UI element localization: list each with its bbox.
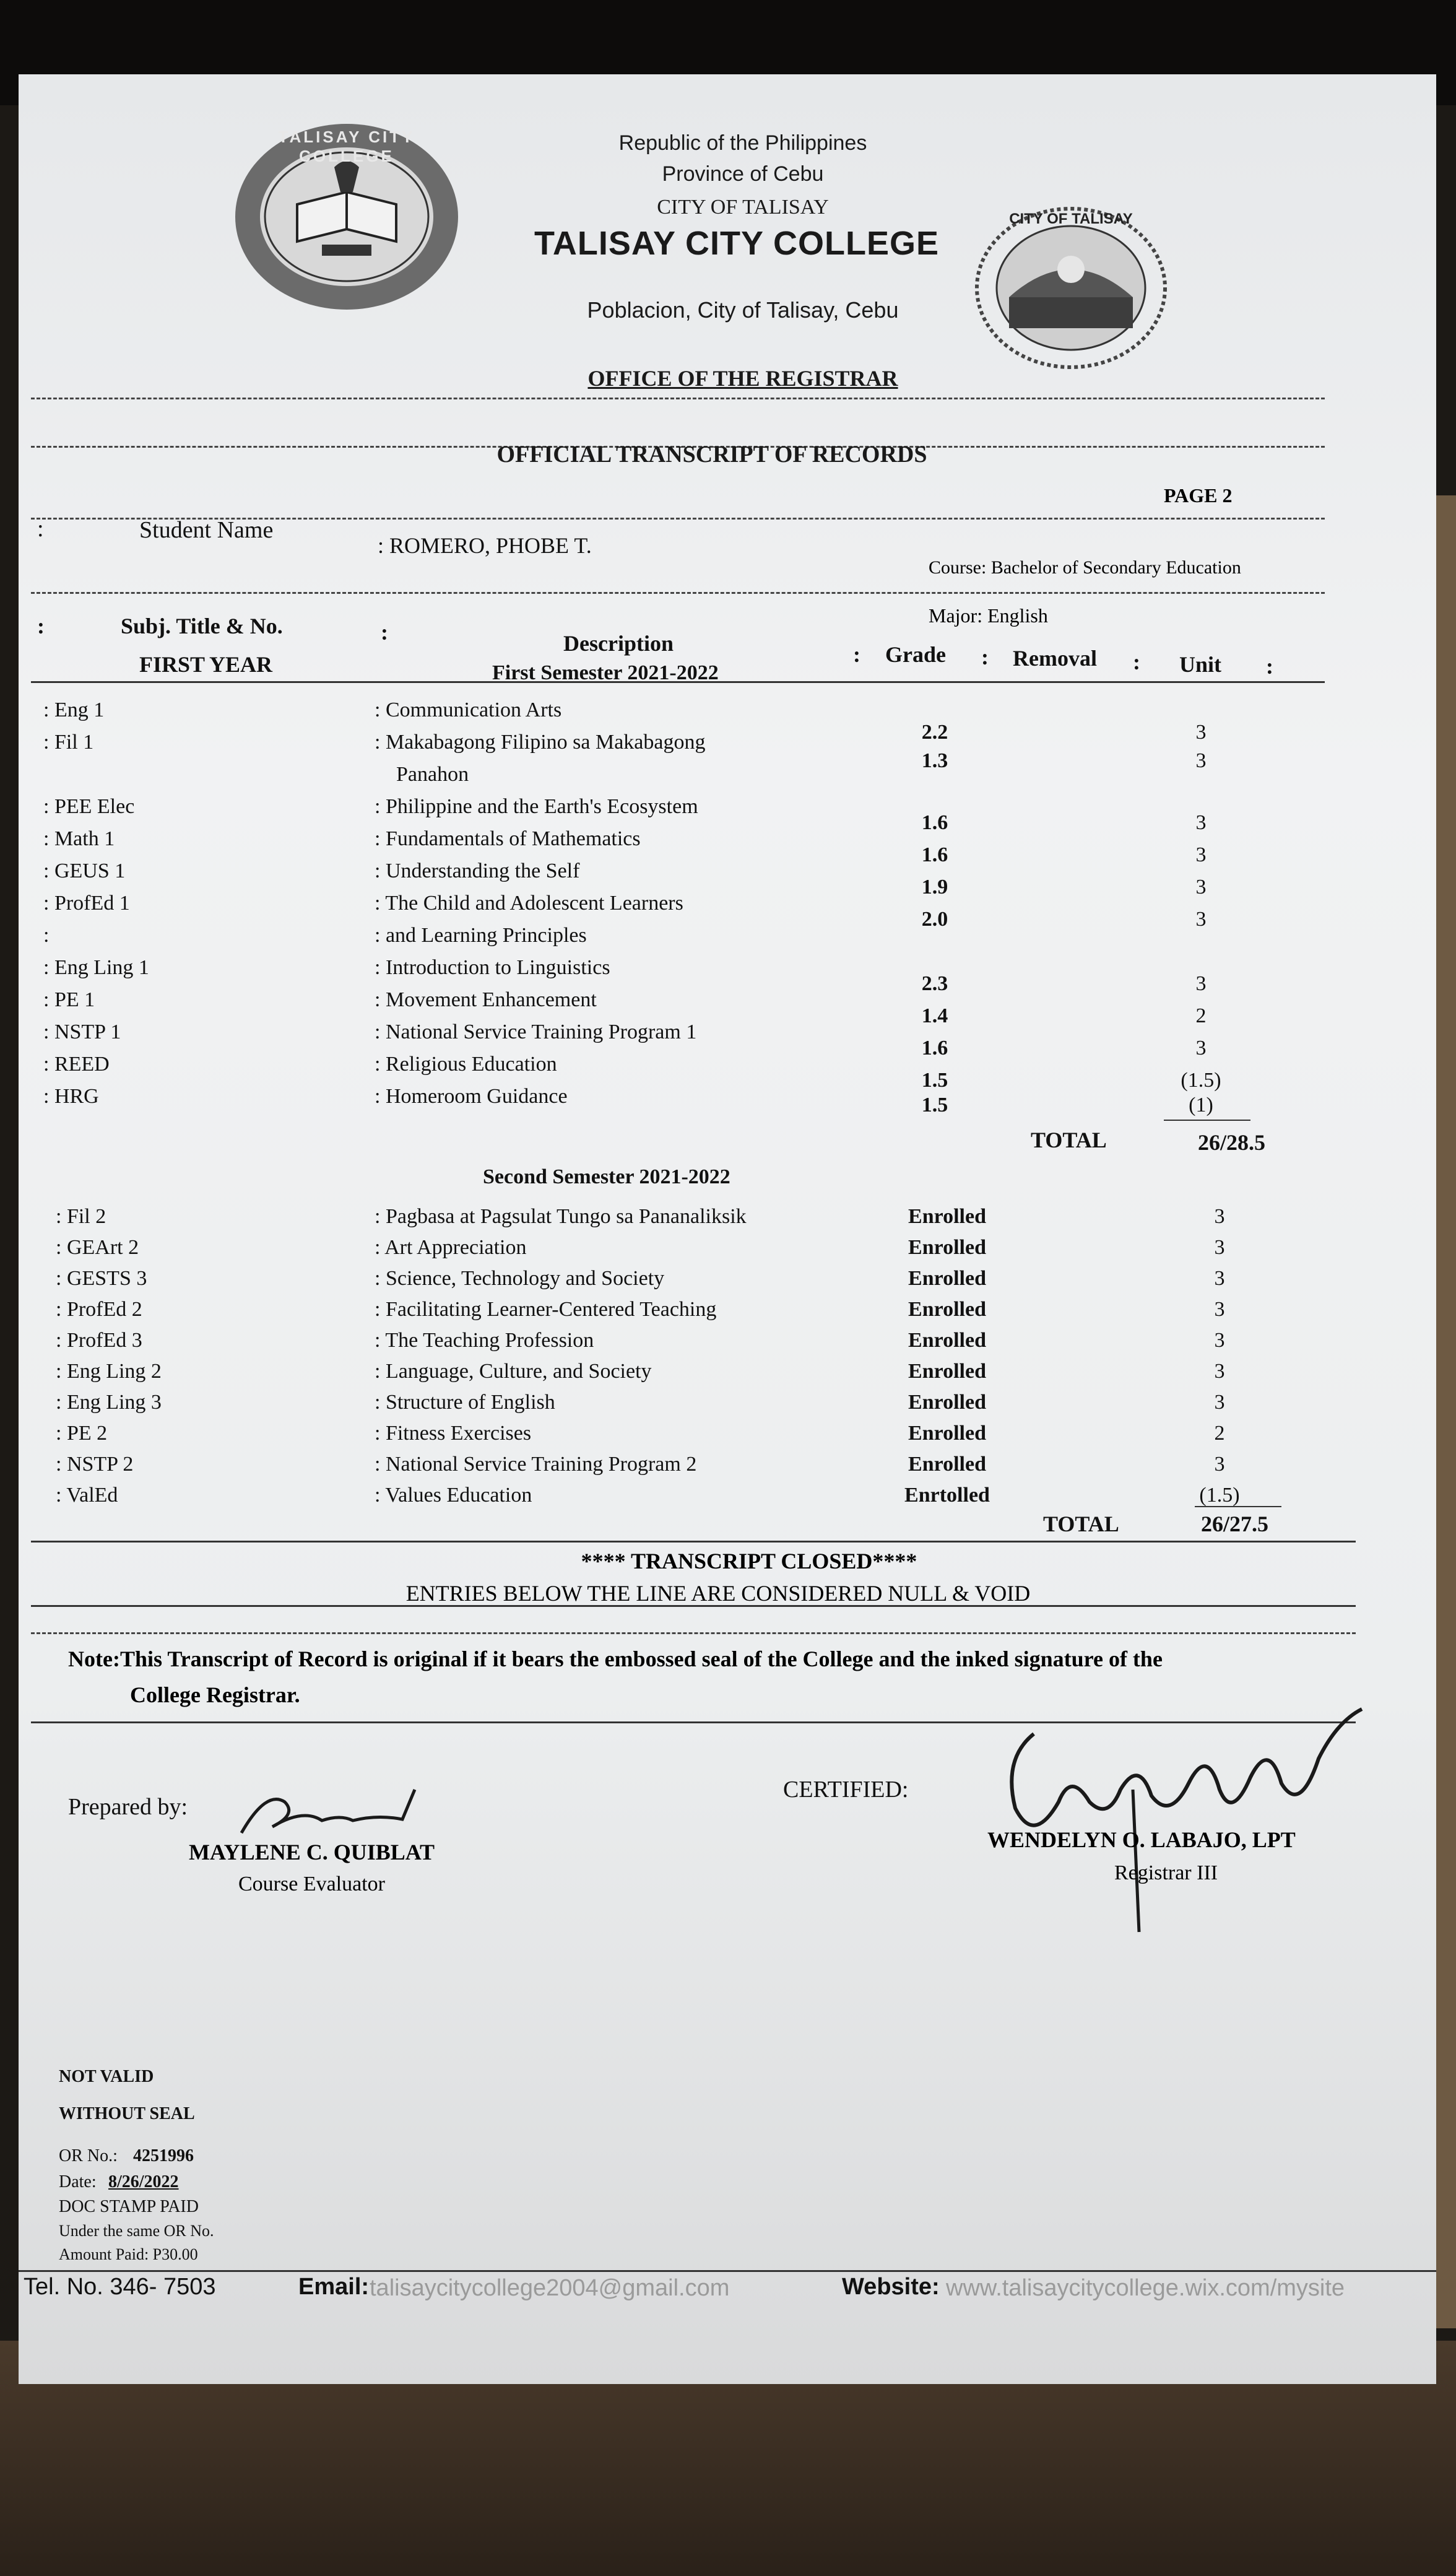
telephone: Tel. No. 346- 7503 xyxy=(24,2274,216,2300)
table-row xyxy=(37,1453,1275,1482)
table-row xyxy=(37,827,1275,866)
subject-code: : Fil 2 xyxy=(56,1205,106,1228)
preparer-title: Course Evaluator xyxy=(238,1873,385,1895)
city-seal-logo xyxy=(972,204,1170,372)
subject-code: : PEE Elec xyxy=(43,795,135,818)
same-or-text: Under the same OR No. xyxy=(59,2222,214,2240)
document-title: OFFICIAL TRANSCRIPT OF RECORDS xyxy=(496,442,927,468)
date-value: 8/26/2022 xyxy=(108,2172,179,2191)
transcript-closed: **** TRANSCRIPT CLOSED**** xyxy=(581,1549,917,1573)
subject-grade: Enrolled xyxy=(908,1329,986,1352)
first-semester-title: First Semester 2021-2022 xyxy=(492,661,719,684)
subject-grade: 1.3 xyxy=(921,749,948,772)
subject-grade: Enrolled xyxy=(908,1360,986,1383)
student-name-colon: : xyxy=(37,516,44,542)
validity-note-line: Note:This Transcript of Record is original if it bears the embossed seal of the College and the inked signature of the xyxy=(68,1647,1163,1671)
column-removal: Removal xyxy=(1013,646,1097,671)
column-colon: : xyxy=(1266,654,1273,679)
subject-code: : REED xyxy=(43,1053,110,1076)
prepared-by-label: Prepared by: xyxy=(68,1794,188,1820)
divider xyxy=(31,1605,1356,1607)
validity-note-line: College Registrar. xyxy=(130,1682,300,1707)
subject-unit: 3 xyxy=(1195,721,1207,744)
subject-unit: (1.5) xyxy=(1181,1069,1221,1092)
subject-description: : Structure of English xyxy=(375,1391,555,1414)
subject-description: Panahon xyxy=(396,763,469,786)
subject-grade: 2.3 xyxy=(921,972,948,995)
subject-code: : Eng Ling 3 xyxy=(56,1391,162,1414)
subject-description: : Values Education xyxy=(375,1484,532,1507)
subject-unit: 3 xyxy=(1195,1037,1207,1060)
column-grade: Grade xyxy=(885,642,946,667)
subject-code: : ProfEd 2 xyxy=(56,1298,142,1321)
subject-description: : Religious Education xyxy=(375,1053,557,1076)
table-row xyxy=(37,1484,1275,1513)
second-semester-title: Second Semester 2021-2022 xyxy=(483,1165,730,1188)
column-unit: Unit xyxy=(1179,652,1222,677)
subject-grade: 2.0 xyxy=(921,908,948,931)
subject-description: : Science, Technology and Society xyxy=(375,1267,665,1290)
course-value: Course: Bachelor of Secondary Education xyxy=(929,557,1241,578)
subject-description: : Pagbasa at Pagsulat Tungo sa Pananaliksik xyxy=(375,1205,747,1228)
date-label: Date: xyxy=(59,2172,97,2191)
subject-grade: 2.2 xyxy=(921,721,948,744)
divider xyxy=(31,1541,1356,1543)
subject-code: : ProfEd 3 xyxy=(56,1329,142,1352)
subject-unit: 3 xyxy=(1214,1453,1225,1476)
table-row xyxy=(37,1205,1275,1235)
not-valid-text: NOT VALID xyxy=(59,2067,154,2086)
website-label: Website: xyxy=(842,2274,940,2300)
subject-grade: Enrolled xyxy=(908,1298,986,1321)
second-semester-total-label: TOTAL xyxy=(1043,1512,1119,1536)
subject-code: : Eng Ling 2 xyxy=(56,1360,162,1383)
subject-grade: 1.5 xyxy=(921,1069,948,1092)
subject-grade: 1.9 xyxy=(921,876,948,899)
column-colon: : xyxy=(1133,650,1140,674)
null-void-notice: ENTRIES BELOW THE LINE ARE CONSIDERED NULL & VOID xyxy=(405,1581,1031,1606)
first-semester-total-label: TOTAL xyxy=(1031,1128,1107,1152)
table-row xyxy=(37,1236,1275,1266)
amount-paid-text: Amount Paid: P30.00 xyxy=(59,2245,198,2263)
subject-grade: 1.4 xyxy=(921,1004,948,1027)
without-seal-text: WITHOUT SEAL xyxy=(59,2104,195,2123)
subject-description: : The Child and Adolescent Learners xyxy=(375,892,683,915)
table-row xyxy=(37,859,1275,899)
table-row xyxy=(37,924,1275,954)
subject-code: : GESTS 3 xyxy=(56,1267,147,1290)
table-row xyxy=(37,956,1275,995)
table-row xyxy=(37,795,1275,834)
subject-unit: 2 xyxy=(1195,1004,1207,1027)
table-row xyxy=(37,1267,1275,1297)
subject-code: : Eng 1 xyxy=(43,698,105,721)
preparer-name: MAYLENE C. QUIBLAT xyxy=(189,1840,435,1865)
subject-grade: Enrolled xyxy=(908,1422,986,1445)
subject-unit: 3 xyxy=(1195,843,1207,866)
subject-code: : ValEd xyxy=(56,1484,118,1507)
subject-unit: 3 xyxy=(1214,1360,1225,1383)
subject-code: : NSTP 1 xyxy=(43,1020,121,1043)
table-row xyxy=(37,1298,1275,1328)
subject-unit: 3 xyxy=(1195,876,1207,899)
subject-grade: Enrolled xyxy=(908,1205,986,1228)
or-number-label: OR No.: xyxy=(59,2146,118,2165)
footer-divider xyxy=(19,2270,1436,2272)
registrar-signature xyxy=(990,1697,1374,1944)
website-link[interactable] xyxy=(946,2275,1345,2302)
subject-description: : Fitness Exercises xyxy=(375,1422,532,1445)
subject-code: : Fil 1 xyxy=(43,731,94,754)
subject-unit: 3 xyxy=(1195,811,1207,834)
subject-code: : xyxy=(43,924,50,947)
year-label: FIRST YEAR xyxy=(139,652,273,677)
column-subject: Subj. Title & No. xyxy=(121,614,283,638)
subject-description: : Art Appreciation xyxy=(375,1236,527,1259)
college-address: Poblacion, City of Talisay, Cebu xyxy=(587,297,899,323)
email-link-text[interactable]: talisaycitycollege2004@gmail.com xyxy=(370,2275,730,2301)
subject-description: : Communication Arts xyxy=(375,698,562,721)
subject-grade: Enrolled xyxy=(908,1453,986,1476)
preparer-signature xyxy=(229,1777,440,1845)
column-colon: : xyxy=(381,620,388,645)
subject-grade: 1.6 xyxy=(921,811,948,834)
divider xyxy=(31,681,1325,683)
divider xyxy=(31,592,1325,594)
subject-description: : Facilitating Learner-Centered Teaching xyxy=(375,1298,717,1321)
subject-description: : National Service Training Program 2 xyxy=(375,1453,697,1476)
subject-code: : NSTP 2 xyxy=(56,1453,134,1476)
table-row xyxy=(37,1085,1275,1115)
subject-description: : Introduction to Linguistics xyxy=(375,956,610,979)
table-row xyxy=(37,1422,1275,1451)
office-title: OFFICE OF THE REGISTRAR xyxy=(587,366,898,391)
table-row xyxy=(37,1329,1275,1359)
or-number-value: 4251996 xyxy=(133,2146,194,2165)
subject-unit: 3 xyxy=(1214,1329,1225,1352)
subject-code: : PE 2 xyxy=(56,1422,108,1445)
doc-stamp-text: DOC STAMP PAID xyxy=(59,2197,199,2216)
subject-unit: 3 xyxy=(1214,1267,1225,1290)
header-republic: Republic of the Philippines xyxy=(618,131,867,155)
table-row xyxy=(37,892,1275,931)
subject-unit: 3 xyxy=(1214,1205,1225,1228)
city-seal-lettering: CITY OF TALISAY xyxy=(1009,211,1133,227)
certified-label: CERTIFIED: xyxy=(783,1777,909,1803)
total-underline xyxy=(1164,1120,1250,1121)
student-name-value: : ROMERO, PHOBE T. xyxy=(378,533,592,558)
subject-description: : Homeroom Guidance xyxy=(375,1085,568,1108)
college-seal-lettering: TALISAY CITY COLLEGE xyxy=(278,128,415,165)
subject-code: : Math 1 xyxy=(43,827,115,850)
subject-code: : Eng Ling 1 xyxy=(43,956,149,979)
header-province: Province of Cebu xyxy=(662,162,824,186)
first-semester-total-value: 26/28.5 xyxy=(1198,1130,1266,1155)
major-value: Major: English xyxy=(929,604,1048,627)
subject-code: : HRG xyxy=(43,1085,99,1108)
column-colon: : xyxy=(37,614,45,638)
subject-grade: 1.6 xyxy=(921,843,948,866)
divider xyxy=(31,398,1325,399)
subject-grade: 1.6 xyxy=(921,1037,948,1060)
website-link-text[interactable]: www.talisaycitycollege.wix.com/mysite xyxy=(946,2275,1345,2301)
subject-grade: Enrolled xyxy=(908,1236,986,1259)
table-row xyxy=(37,1360,1275,1390)
table-row xyxy=(37,1391,1275,1421)
second-semester-total-value: 26/27.5 xyxy=(1201,1512,1269,1536)
registrar-name: WENDELYN O. LABAJO, LPT xyxy=(987,1827,1296,1852)
table-row xyxy=(37,731,1275,772)
subject-unit: (1.5) xyxy=(1199,1484,1240,1507)
subject-code: : GEUS 1 xyxy=(43,859,126,882)
subject-code: : GEArt 2 xyxy=(56,1236,139,1259)
table-row xyxy=(37,988,1275,1027)
registrar-title: Registrar III xyxy=(1114,1861,1218,1884)
table-row xyxy=(37,763,1275,793)
subject-description: : Understanding the Self xyxy=(375,859,580,882)
email-label: Email: xyxy=(298,2274,370,2300)
divider xyxy=(31,1632,1356,1634)
table-row xyxy=(37,1020,1275,1060)
subject-description: : Makabagong Filipino sa Makabagong xyxy=(375,731,706,754)
student-name-label: Student Name xyxy=(139,517,274,543)
subject-code: : ProfEd 1 xyxy=(43,892,130,915)
subject-unit: 3 xyxy=(1195,972,1207,995)
column-colon: : xyxy=(853,642,860,667)
subject-unit: 3 xyxy=(1214,1236,1225,1259)
subject-unit: 3 xyxy=(1195,749,1207,772)
subject-unit: 2 xyxy=(1214,1422,1225,1445)
subject-grade: 1.5 xyxy=(921,1094,948,1116)
subject-description: : Language, Culture, and Society xyxy=(375,1360,652,1383)
subject-description: : The Teaching Profession xyxy=(375,1329,594,1352)
subject-unit: 3 xyxy=(1214,1391,1225,1414)
subject-description: : and Learning Principles xyxy=(375,924,587,947)
subject-grade: Enrtolled xyxy=(904,1484,990,1507)
table-row xyxy=(37,1053,1275,1092)
subject-description: : Fundamentals of Mathematics xyxy=(375,827,641,850)
subject-description: : National Service Training Program 1 xyxy=(375,1020,697,1043)
subject-code: : PE 1 xyxy=(43,988,95,1011)
page-number: PAGE 2 xyxy=(1164,484,1233,507)
subject-grade: Enrolled xyxy=(908,1267,986,1290)
total-underline xyxy=(1195,1506,1281,1507)
header-city: CITY OF TALISAY xyxy=(657,196,829,219)
email-link[interactable] xyxy=(370,2275,729,2302)
college-name: TALISAY CITY COLLEGE xyxy=(534,225,940,262)
subject-description: : Movement Enhancement xyxy=(375,988,597,1011)
column-colon: : xyxy=(981,645,989,669)
subject-unit: 3 xyxy=(1214,1298,1225,1321)
subject-unit: (1) xyxy=(1189,1094,1213,1116)
subject-unit: 3 xyxy=(1195,908,1207,931)
subject-grade: Enrolled xyxy=(908,1391,986,1414)
subject-description: : Philippine and the Earth's Ecosystem xyxy=(375,795,698,818)
column-description: Description xyxy=(563,631,674,656)
